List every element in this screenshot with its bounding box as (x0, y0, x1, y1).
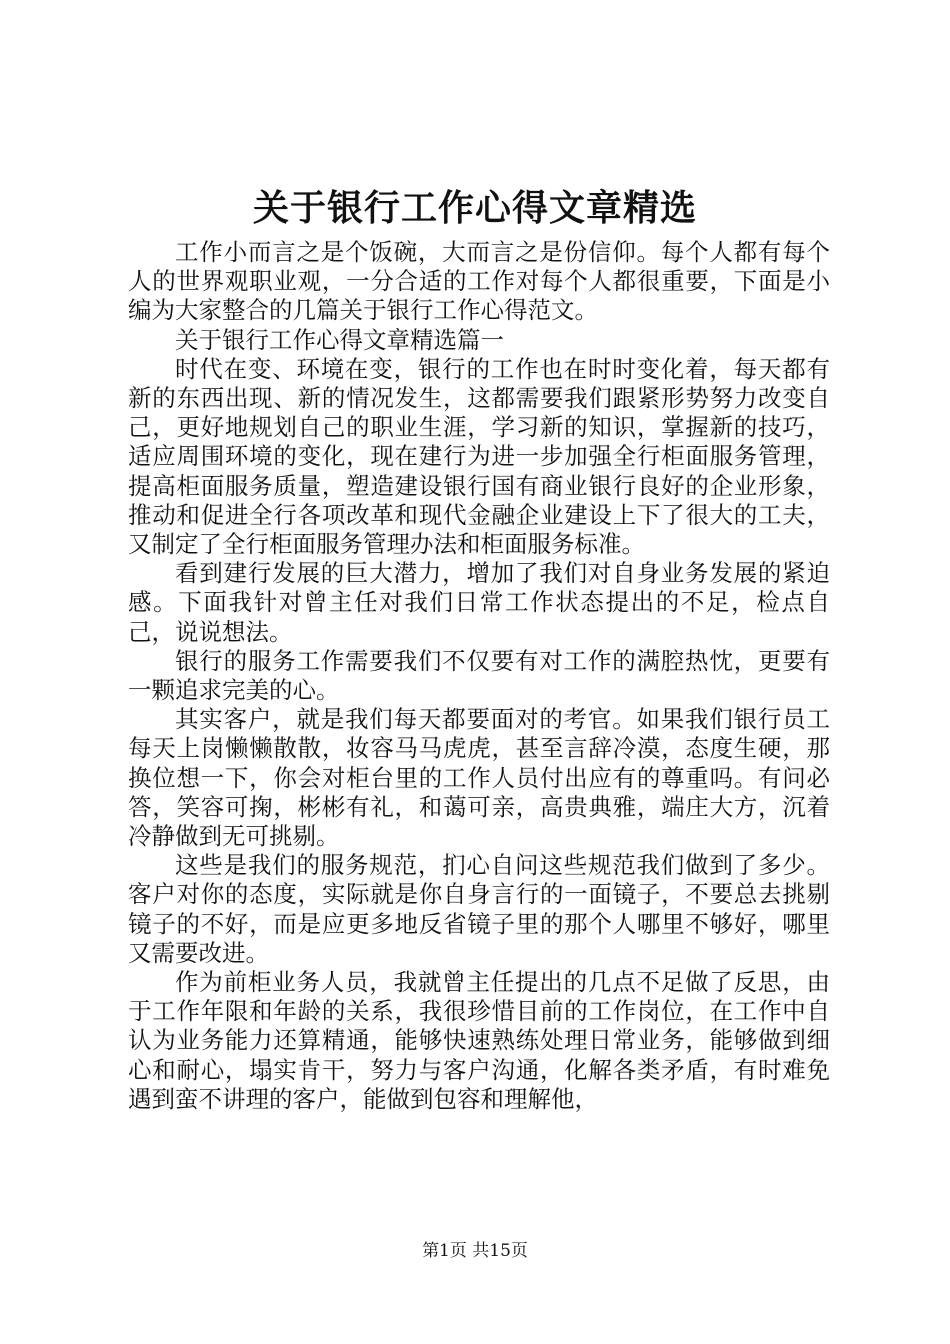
paragraph: 看到建行发展的巨大潜力，增加了我们对自身业务发展的紧迫感。下面我针对曾主任对我们日常工作状态提出的不足，检点自己，说说想法。 (128, 559, 830, 646)
paragraph: 银行的服务工作需要我们不仅要有对工作的满腔热忱，更要有一颗追求完美的心。 (128, 646, 830, 705)
paragraph-intro: 工作小而言之是个饭碗，大而言之是份信仰。每个人都有每个人的世界观职业观，一分合适的工作对每个人都很重要，下面是小编为大家整合的几篇关于银行工作心得范文。 (128, 238, 830, 325)
paragraph: 这些是我们的服务规范，扪心自问这些规范我们做到了多少。客户对你的态度，实际就是你自身言行的一面镜子，不要总去挑剔镜子的不好，而是应更多地反省镜子里的那个人哪里不够好，哪里又需要改进。 (128, 851, 830, 967)
document-body (128, 238, 830, 1114)
document-title: 关于银行工作心得文章精选 (252, 187, 697, 229)
paragraph: 时代在变、环境在变，银行的工作也在时时变化着，每天都有新的东西出现、新的情况发生，这都需要我们跟紧形势努力改变自己，更好地规划自己的职业生涯，学习新的知识，掌握新的技巧，适应周围环境的变化，现在建行为进一步加强全行柜面服务管理，提高柜面服务质量，塑造建设银行国有商业银行良好的企业形象，推动和促进全行各项改革和现代金融企业建设上下了很大的工夫，又制定了全行柜面服务管理办法和柜面服务标准。 (128, 354, 830, 559)
section-heading: 关于银行工作心得文章精选篇一 (175, 325, 504, 354)
page-number-footer: 第1页 共15页 (422, 1241, 528, 1261)
paragraph: 其实客户，就是我们每天都要面对的考官。如果我们银行员工每天上岗懒懒散散，妆容马马虎虎，甚至言辞冷漠，态度生硬，那换位想一下，你会对柜台里的工作人员付出应有的尊重吗。有问必答，笑容可掬，彬彬有礼，和蔼可亲，高贵典雅，端庄大方，沉着冷静做到无可挑剔。 (128, 705, 830, 851)
paragraph: 作为前柜业务人员，我就曾主任提出的几点不足做了反思，由于工作年限和年龄的关系，我很珍惜目前的工作岗位，在工作中自认为业务能力还算精通，能够快速熟练处理日常业务，能够做到细心和耐心，塌实肯干，努力与客户沟通，化解各类矛盾，有时难免遇到蛮不讲理的客户，能做到包容和理解他， (128, 968, 830, 1113)
